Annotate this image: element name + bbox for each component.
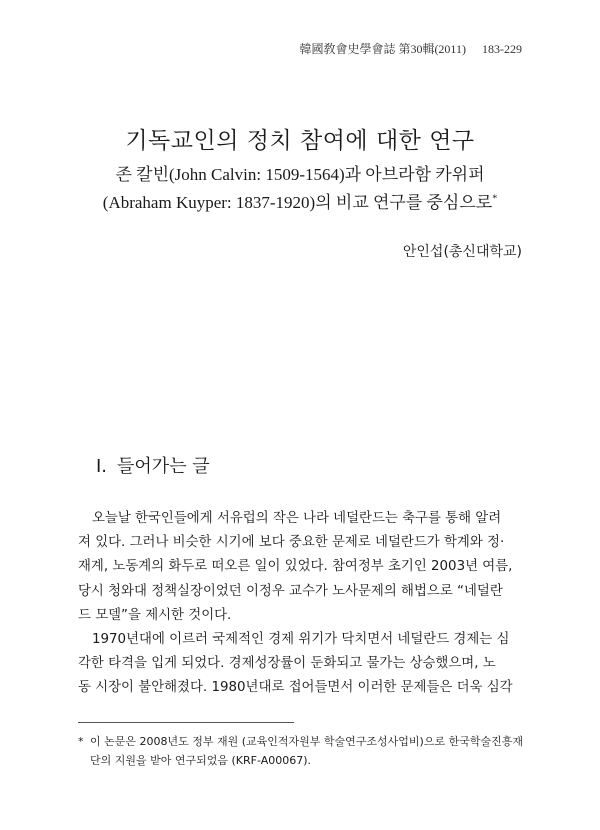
paragraph-line: 각한 타격을 입게 되었다. 경제성장률이 둔화되고 물가는 상승했으며, 노 [78, 656, 496, 672]
subtitle-line-2-text: (Abraham Kuyper: 1837-1920)의 비교 연구를 중심으로 [102, 193, 493, 212]
paper-subtitle-line-2 [0, 188, 600, 213]
paragraph-line: 동 시장이 불안해졌다. 1980년대로 접어들면서 이러한 문제들은 더욱 심각 [78, 680, 513, 696]
paper-title: 기독교인의 정치 참여에 대한 연구 [125, 128, 475, 154]
footnote-text-1: 이 논문은 2008년도 정부 재원 (교육인적자원부 학술연구조성사업비)으로 한국학술진흥재 [90, 735, 523, 748]
paragraph-line: 재계, 노동계의 화두로 떠오른 일이 있었다. 참여정부 초기인 2003년 여름, [78, 559, 513, 575]
paragraph-line: 져 있다. 그러나 비슷한 시기에 보다 중요한 문제로 네덜란드가 학계와 정· [78, 535, 505, 551]
paragraph-line: 드 모델”을 제시한 것이다. [78, 607, 232, 623]
paragraph-1 [78, 507, 526, 628]
paragraph-line: 오늘날 한국인들에게 서유럽의 작은 나라 네덜란드는 축구를 통해 알려 [92, 511, 502, 526]
footnote-line-2: 단의 지원을 받아 연구되었음 (KRF-A00067). [90, 754, 312, 767]
running-header [299, 40, 522, 57]
paper-subtitle-line-1: 존 칼빈(John Calvin: 1509-1564)과 아브라함 카위퍼 [115, 165, 485, 184]
subtitle-footnote-mark: * [492, 193, 498, 205]
footnote-line-1 [78, 732, 528, 751]
section-heading [96, 452, 210, 478]
paragraph-line: 1970년대에 이르러 국제적인 경제 위기가 닥치면서 네덜란드 경제는 심 [92, 632, 510, 647]
section-title: 들어가는 글 [117, 456, 210, 477]
paragraph-line: 당시 청와대 정책실장이었던 이정우 교수가 노사문제의 해법으로 “네덜란 [78, 583, 503, 599]
author-affiliation: 안인섭(총신대학교) [402, 244, 522, 260]
paragraph-2 [78, 628, 526, 701]
journal-name: 韓國敎會史學會誌 第30輯(2011) [299, 42, 466, 56]
section-number: Ⅰ. [96, 456, 108, 477]
footnote-mark: * [78, 735, 84, 748]
footnote-divider [78, 722, 294, 723]
page-range: 183-229 [482, 42, 522, 56]
footnote [78, 732, 528, 770]
